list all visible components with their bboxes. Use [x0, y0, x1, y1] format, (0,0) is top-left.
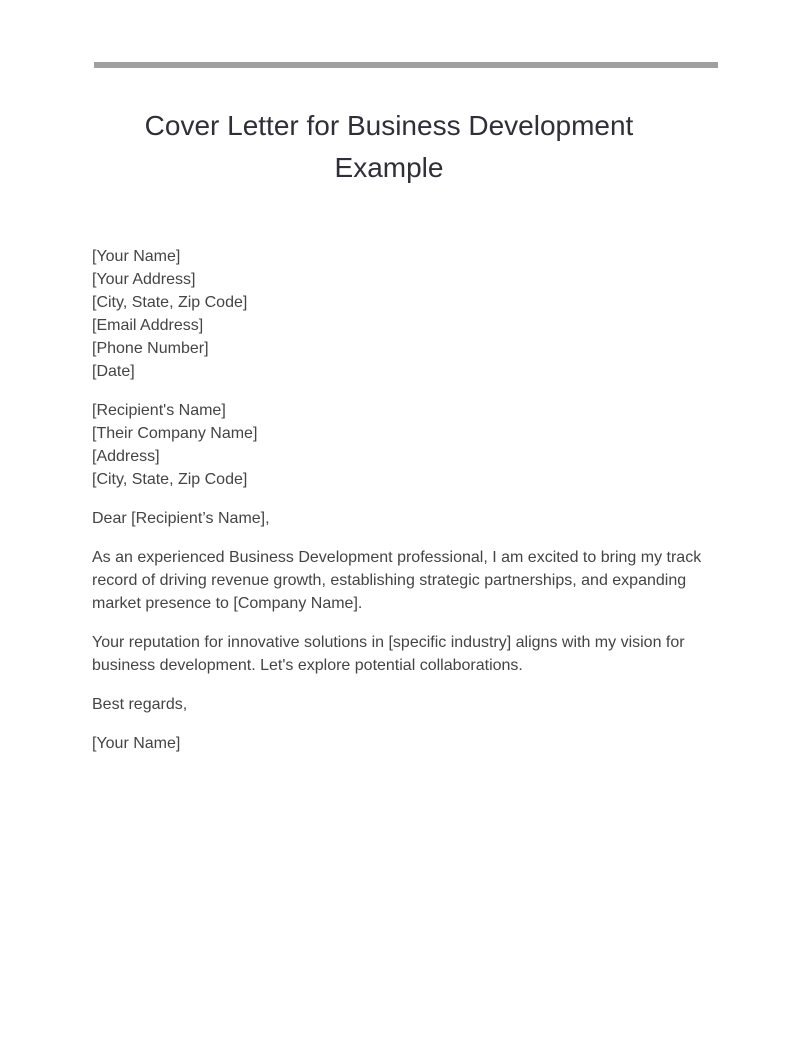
letter-body — [92, 245, 712, 771]
sender-email: [Email Address] — [92, 317, 204, 334]
recipient-city-state-zip: [City, State, Zip Code] — [92, 471, 248, 488]
recipient-block — [92, 399, 712, 491]
closing: Best regards, — [92, 696, 188, 713]
top-divider — [94, 62, 718, 68]
sender-address: [Your Address] — [92, 271, 196, 288]
salutation: Dear [Recipient’s Name], — [92, 510, 270, 527]
recipient-name: [Recipient's Name] — [92, 402, 226, 419]
recipient-company: [Their Company Name] — [92, 425, 258, 442]
sender-phone: [Phone Number] — [92, 340, 209, 357]
sender-block — [92, 245, 712, 383]
page-title — [92, 105, 686, 189]
body-paragraph-2: Your reputation for innovative solutions in [specific industry] aligns with my vision for business development. Let's explore potential collaborations. — [92, 634, 685, 674]
recipient-address: [Address] — [92, 448, 160, 465]
letter-date: [Date] — [92, 363, 135, 380]
sender-city-state-zip: [City, State, Zip Code] — [92, 294, 248, 311]
signature-name: [Your Name] — [92, 735, 181, 752]
sender-name: [Your Name] — [92, 248, 181, 265]
body-paragraph-1: As an experienced Business Development professional, I am excited to bring my track record of driving revenue growth, establishing strategic partnerships, and expanding market presence to [Company Name]. — [92, 549, 702, 612]
title-line-1: Cover Letter for Business Development — [144, 110, 634, 141]
title-line-2: Example — [334, 152, 444, 183]
